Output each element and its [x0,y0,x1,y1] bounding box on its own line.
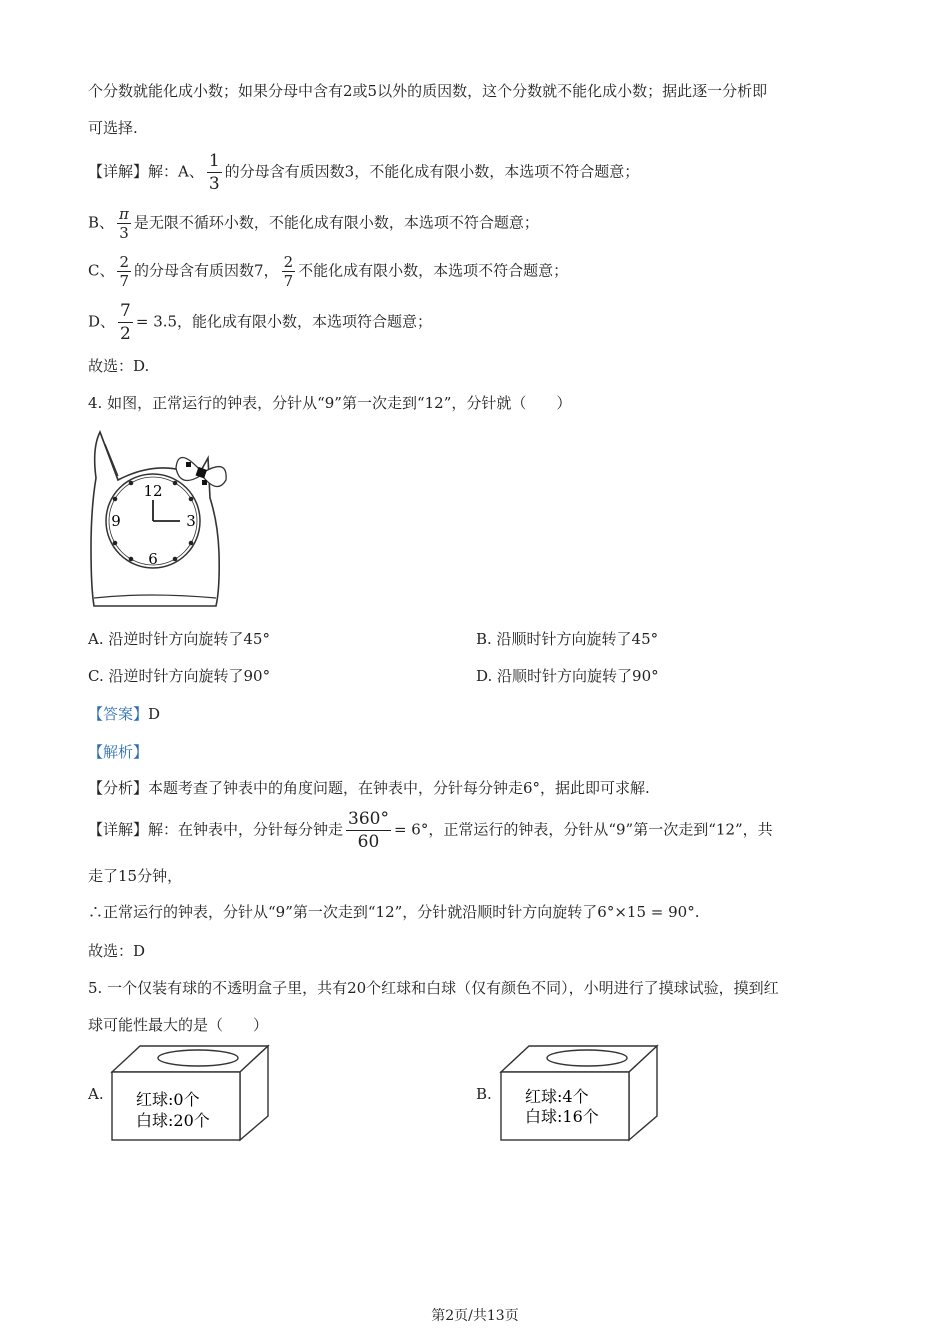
option-a-label: A. [88,1085,104,1103]
fraction: $\frac{2}{7}$ [283,253,294,290]
text-line: 个分数就能化成小数；如果分母中含有2或5以外的质因数，这个分数就不能化成小数；据此逐一分析即 [88,82,768,100]
analysis-line: 【分析】本题考查了钟表中的角度问题，在钟表中，分针每分钟走6°，据此即可求解. [88,779,650,797]
option-c: C. 沿逆时针方向旋转了90° [88,667,271,685]
page-footer: 第2页/共13页 [431,1308,519,1324]
option-a: A. 沿逆时针方向旋转了45° [88,630,270,648]
fraction: $\frac{1}{3}$ [208,151,220,194]
question-4-stem: 4. 如图，正常运行的钟表，分针从“9”第一次走到“12”，分针就（ ） [88,394,572,412]
box-b-white: 白球:16个 [525,1107,599,1126]
q3-detail-a: 【详解】解：A、 $\frac{1}{3}$ 的分母含有质因数3，不能化成有限小数，本选项不符合题意； [88,151,640,194]
text-line: 走了15分钟， [88,867,183,885]
choose-line: 故选：D [88,942,146,960]
fraction: $\frac{7}{2}$ [120,301,131,344]
box-opening [158,1050,238,1066]
analysis-tag: 【解析】 [88,743,149,761]
fraction: $\frac{2}{7}$ [119,253,130,290]
option-b: B. 沿顺时针方向旋转了45° [476,630,659,648]
fraction: $\frac{360^\circ}{60}$ [348,809,389,852]
clock-figure [88,428,230,612]
answer-tag: 【答案】 [88,705,149,723]
box-a-figure [108,1042,272,1142]
clock-number-12: 12 [143,482,163,500]
question-5-stem: 5. 一个仅装有球的不透明盒子里，共有20个红球和白球（仅有颜色不同），小明进行了摸球试验，摸到红 [88,979,779,997]
box-a-red: 红球:0个 [136,1090,200,1109]
fraction: $\frac{\pi}{3}$ [119,205,129,242]
clock-number-3: 3 [186,512,196,530]
q3-detail-d: D、 $\frac{7}{2}$ = 3.5，能化成有限小数，本选项符合题意； [88,301,433,344]
option-b-label: B. [476,1085,492,1103]
detail-line: 【详解】解：在钟表中，分针每分钟走 $\frac{360^\circ}{60}$ = 6°，正常运行的钟表，分针从“9”第一次走到“12”，共 [88,809,773,852]
question-5-stem-cont: 球可能性最大的是（ ） [88,1016,269,1034]
detail-tag: 【详解】解：A、 [88,162,204,181]
box-b-figure [497,1042,661,1142]
box-opening [547,1050,627,1066]
answer-line: 【答案】D [88,705,161,723]
choose-line: 故选：D. [88,357,150,375]
q3-detail-b: B、 $\frac{\pi}{3}$ 是无限不循环小数，不能化成有限小数，本选项不符合题意； [88,205,539,242]
text-line: 可选择. [88,119,138,137]
box-b-red: 红球:4个 [525,1087,589,1106]
option-d: D. 沿顺时针方向旋转了90° [476,667,659,685]
clock-number-6: 6 [148,550,158,568]
therefore-line: ∴正常运行的钟表，分针从“9”第一次走到“12”，分针就沿顺时针方向旋转了6°×15 = 90°. [88,903,700,921]
box-a-white: 白球:20个 [136,1111,210,1130]
clock-number-9: 9 [111,512,121,530]
q3-detail-c: C、 $\frac{2}{7}$ 的分母含有质因数7， $\frac{2}{7}$ 不能化成有限小数，本选项不符合题意； [88,253,569,290]
